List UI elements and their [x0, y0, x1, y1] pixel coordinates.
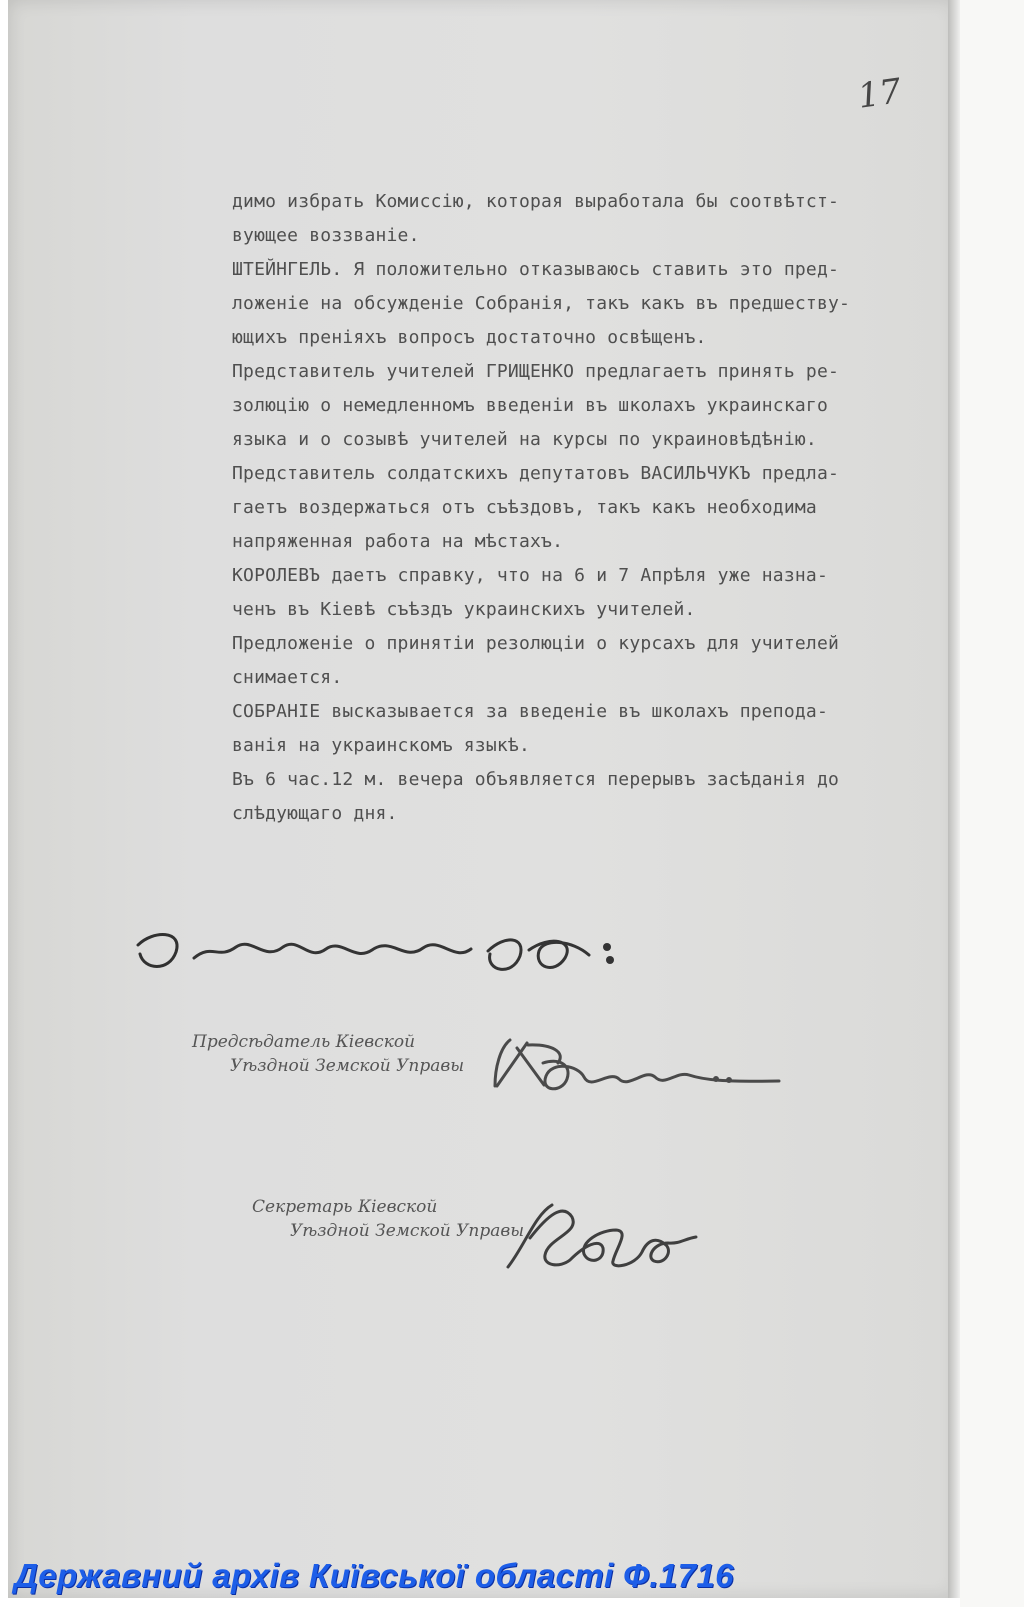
text-line: вующее воззванiе. [232, 225, 420, 246]
text-line: языка и о созывѣ учителей на курсы по украиновѣдѣнiю. [232, 429, 817, 450]
text-line: слѣдующаго дня. [232, 803, 398, 824]
secretary-title [252, 1195, 524, 1243]
chairman-title [192, 1030, 464, 1078]
chairman-title-line2: Уѣздной Земской Управы [230, 1056, 465, 1076]
archive-watermark: Державний архів Київської області Ф.1716 [14, 1557, 734, 1594]
secretary-title-line1: Секретарь Кiевской [252, 1197, 438, 1217]
text-line: ющихъ пренiяхъ вопросъ достаточно освѣщенъ. [232, 327, 707, 348]
text-line: Предложенiе о принятiи резолюцiи о курсахъ для учителей [232, 633, 840, 654]
page-number: 17 [855, 71, 904, 117]
text-line: ченъ въ Кiевѣ съѣздъ украинскихъ учителей. [232, 599, 696, 620]
text-line: КОРОЛЕВЪ даетъ справку, что на 6 и 7 Апрѣля уже назна- [232, 565, 828, 586]
text-line: Въ 6 час.12 м. вечера объявляется перерывъ засѣданiя до [232, 769, 840, 790]
chairman-signature [470, 1030, 800, 1115]
text-line: гаетъ воздержаться отъ съѣздовъ, такъ какъ необходима [232, 497, 817, 518]
chairman-title-line1: Предсѣдатель Кiевской [192, 1032, 416, 1052]
text-line: золюцiю о немедленномъ введенiи въ школахъ украинскаго [232, 395, 828, 416]
text-line: ложенiе на обсужденiе Собранiя, такъ какъ въ предшеству- [232, 293, 851, 314]
paper-edge [948, 0, 960, 1598]
text-line: Представитель солдатскихъ депутатовъ ВАСИЛЬЧУКЪ предла- [232, 463, 840, 484]
text-line: СОБРАНIЕ высказывается за введенiе въ школахъ преподa- [232, 701, 828, 722]
secretary-title-line2: Уѣздной Земской Управы [290, 1221, 525, 1241]
text-line: ШТЕЙНГЕЛЬ. Я положительно отказываюсь ставить это пред- [232, 259, 840, 280]
text-line: Представитель учителей ГРИЩЕНКО предлагаетъ принять ре- [232, 361, 840, 382]
scan-background-strip [960, 0, 1024, 1607]
text-line: напряженная работа на мѣстахъ. [232, 531, 564, 552]
handwritten-certification [128, 920, 648, 980]
text-line: ванiя на украинскомъ языкѣ. [232, 735, 530, 756]
text-line: димо избрать Комиссiю, которая выработала бы соотвѣтст- [232, 191, 840, 212]
typed-text-block [232, 185, 922, 831]
text-line: снимается. [232, 667, 343, 688]
secretary-signature [490, 1195, 710, 1275]
